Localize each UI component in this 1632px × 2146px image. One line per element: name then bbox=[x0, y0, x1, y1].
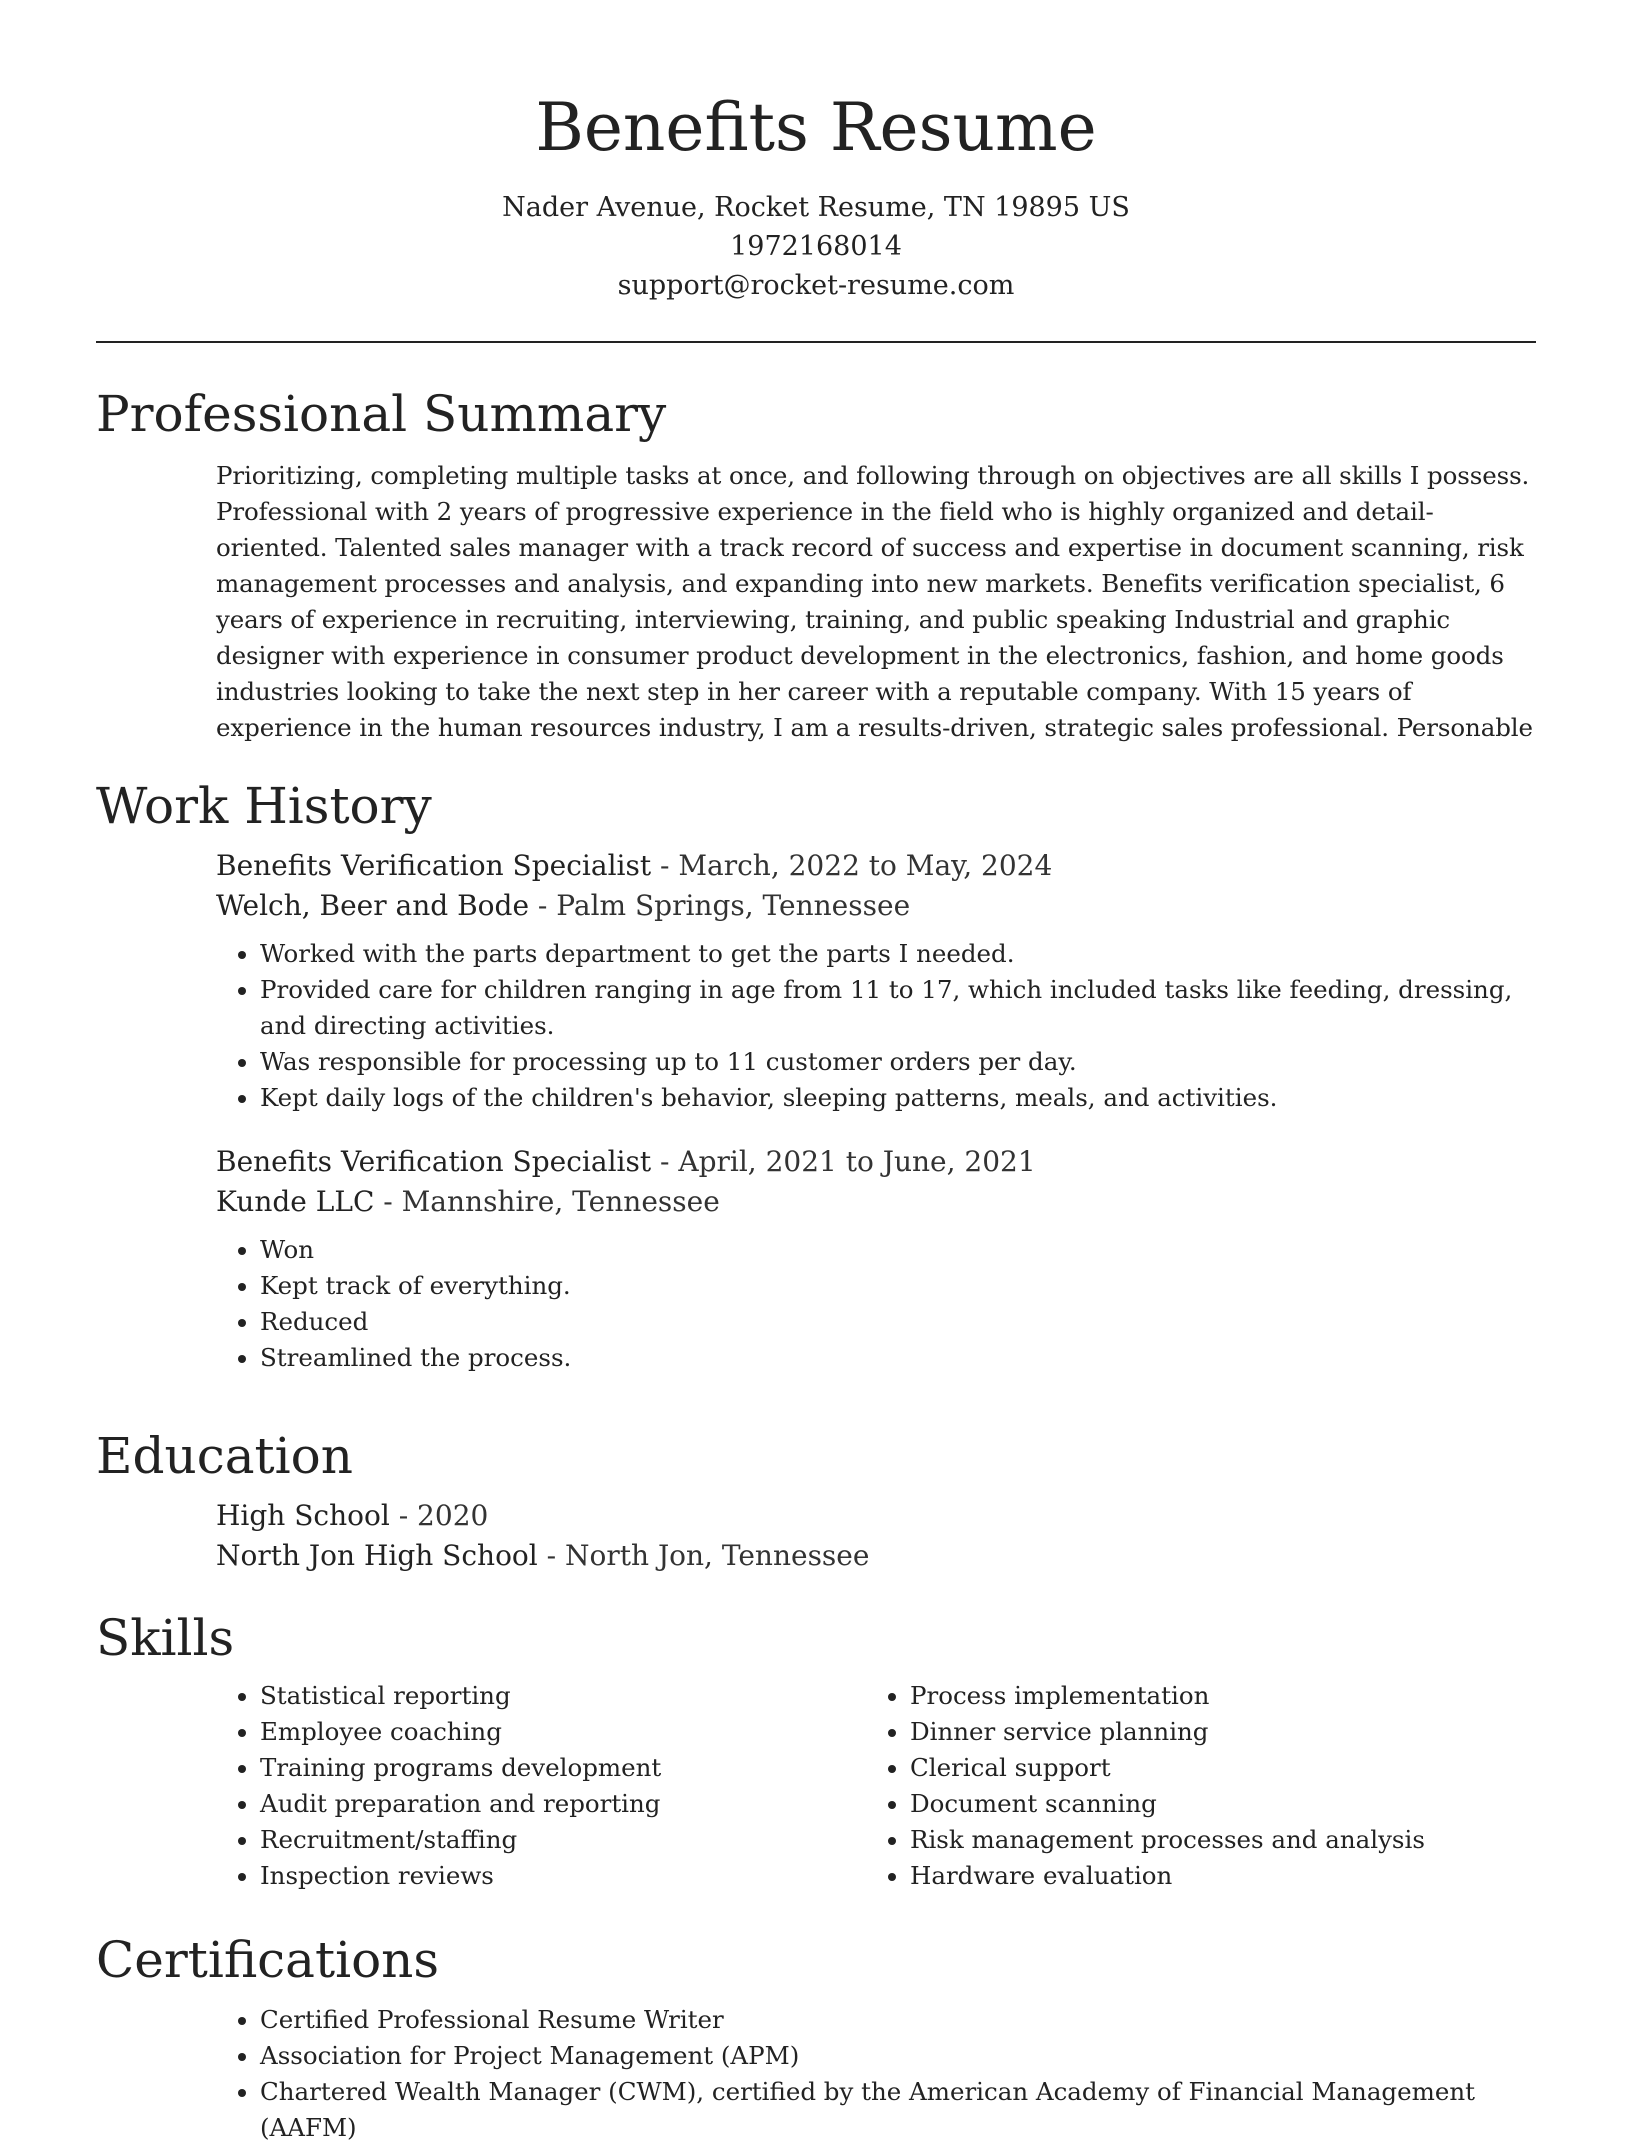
skill-item: • Training programs development bbox=[260, 1750, 866, 1786]
skill-item: • Recruitment/staffing bbox=[260, 1822, 866, 1858]
job-entry bbox=[216, 846, 1536, 1116]
skill-item: • Risk management processes and analysis bbox=[910, 1822, 1516, 1858]
skills-list bbox=[866, 1678, 1516, 1894]
skills-column-right bbox=[866, 1678, 1516, 1894]
education-degree-line bbox=[216, 1496, 1536, 1536]
certifications-list bbox=[216, 2002, 1536, 2146]
education-year: - 2020 bbox=[389, 1499, 489, 1532]
certification-item: • Association for Project Management (APM) bbox=[260, 2038, 1536, 2074]
job-bullets bbox=[216, 1232, 1536, 1376]
phone: 1972168014 bbox=[730, 231, 902, 262]
certification-item: • Chartered Wealth Manager (CWM), certified by the American Academy of Financial Management (AAFM) bbox=[260, 2074, 1536, 2146]
job-title-line bbox=[216, 846, 1536, 886]
resume-name: Benefits Resume bbox=[535, 89, 1097, 166]
job-dates: - March, 2022 to May, 2024 bbox=[651, 849, 1053, 882]
skill-item: • Dinner service planning bbox=[910, 1714, 1516, 1750]
job-bullet: • Streamlined the process. bbox=[260, 1340, 1536, 1376]
skill-item: • Hardware evaluation bbox=[910, 1858, 1516, 1894]
job-bullet: • Kept daily logs of the children's behavior, sleeping patterns, meals, and activities. bbox=[260, 1080, 1536, 1116]
certifications-list-wrap bbox=[216, 2002, 1536, 2146]
education-entry bbox=[216, 1496, 1536, 1576]
education-school: North Jon High School bbox=[216, 1539, 538, 1572]
job-company: Welch, Beer and Bode bbox=[216, 889, 530, 922]
email: support@rocket-resume.com bbox=[617, 270, 1015, 301]
job-bullet: • Kept track of everything. bbox=[260, 1268, 1536, 1304]
header-divider bbox=[96, 341, 1536, 343]
education-section bbox=[96, 1426, 1536, 1576]
summary-section bbox=[96, 384, 1536, 746]
job-bullet: • Reduced bbox=[260, 1304, 1536, 1340]
job-position: Benefits Verification Specialist bbox=[216, 849, 652, 882]
job-company-line bbox=[216, 1182, 1536, 1222]
job-entry bbox=[216, 1142, 1536, 1376]
certifications-title: Certifications bbox=[96, 1931, 440, 1989]
skills-column-left bbox=[216, 1678, 866, 1894]
education-school-line bbox=[216, 1536, 1536, 1576]
job-bullet: • Provided care for children ranging in age from 11 to 17, which included tasks like feeding, dressing, and directing activities. bbox=[260, 972, 1536, 1044]
job-bullets bbox=[216, 936, 1536, 1116]
job-bullet: • Was responsible for processing up to 11 customer orders per day. bbox=[260, 1044, 1536, 1080]
skill-item: • Employee coaching bbox=[260, 1714, 866, 1750]
skill-item: • Audit preparation and reporting bbox=[260, 1786, 866, 1822]
summary-text: Prioritizing, completing multiple tasks at once, and following through on objectives are all skills I possess. Professional with 2 years of progressive experience in the field who is highly organized and detail-oriented. Talented sales manager with a track record of success and expertise in document scanning, risk management processes and analysis, and expanding into new markets. Benefits verification specialist, 6 years of experience in recruiting, interviewing, training, and public speaking Industrial and graphic designer with experience in consumer product development in the electronics, fashion, and home goods industries looking to take the next step in her career with a reputable company. With 15 years of experience in the human resources industry, I am a results-driven, strategic sales professional. Personable bbox=[216, 461, 1533, 742]
certification-item: • Certified Professional Resume Writer bbox=[260, 2002, 1536, 2038]
resume-header bbox=[0, 0, 1632, 305]
job-company-line bbox=[216, 886, 1536, 926]
job-position: Benefits Verification Specialist bbox=[216, 1145, 652, 1178]
skill-item: • Process implementation bbox=[910, 1678, 1516, 1714]
job-title-line bbox=[216, 1142, 1536, 1182]
job-bullet: • Won bbox=[260, 1232, 1536, 1268]
skill-item: • Document scanning bbox=[910, 1786, 1516, 1822]
job-location: - Mannshire, Tennessee bbox=[374, 1185, 720, 1218]
skills-columns bbox=[216, 1678, 1536, 1894]
job-bullet: • Worked with the parts department to get the parts I needed. bbox=[260, 936, 1536, 972]
skills-section bbox=[96, 1608, 1536, 1894]
certifications-section bbox=[96, 1930, 1536, 2146]
work-title: Work History bbox=[96, 777, 432, 835]
contact-info bbox=[0, 188, 1632, 305]
job-company: Kunde LLC bbox=[216, 1185, 375, 1218]
skill-item: • Statistical reporting bbox=[260, 1678, 866, 1714]
education-title: Education bbox=[96, 1427, 353, 1485]
skill-item: • Inspection reviews bbox=[260, 1858, 866, 1894]
address: Nader Avenue, Rocket Resume, TN 19895 US bbox=[502, 192, 1130, 223]
education-degree: High School bbox=[216, 1499, 390, 1532]
skill-item: • Clerical support bbox=[910, 1750, 1516, 1786]
skills-list bbox=[216, 1678, 866, 1894]
skills-title: Skills bbox=[96, 1609, 235, 1667]
summary-title: Professional Summary bbox=[96, 385, 667, 443]
work-section bbox=[96, 776, 1536, 1376]
job-dates: - April, 2021 to June, 2021 bbox=[651, 1145, 1036, 1178]
education-location: - North Jon, Tennessee bbox=[537, 1539, 870, 1572]
job-location: - Palm Springs, Tennessee bbox=[529, 889, 911, 922]
